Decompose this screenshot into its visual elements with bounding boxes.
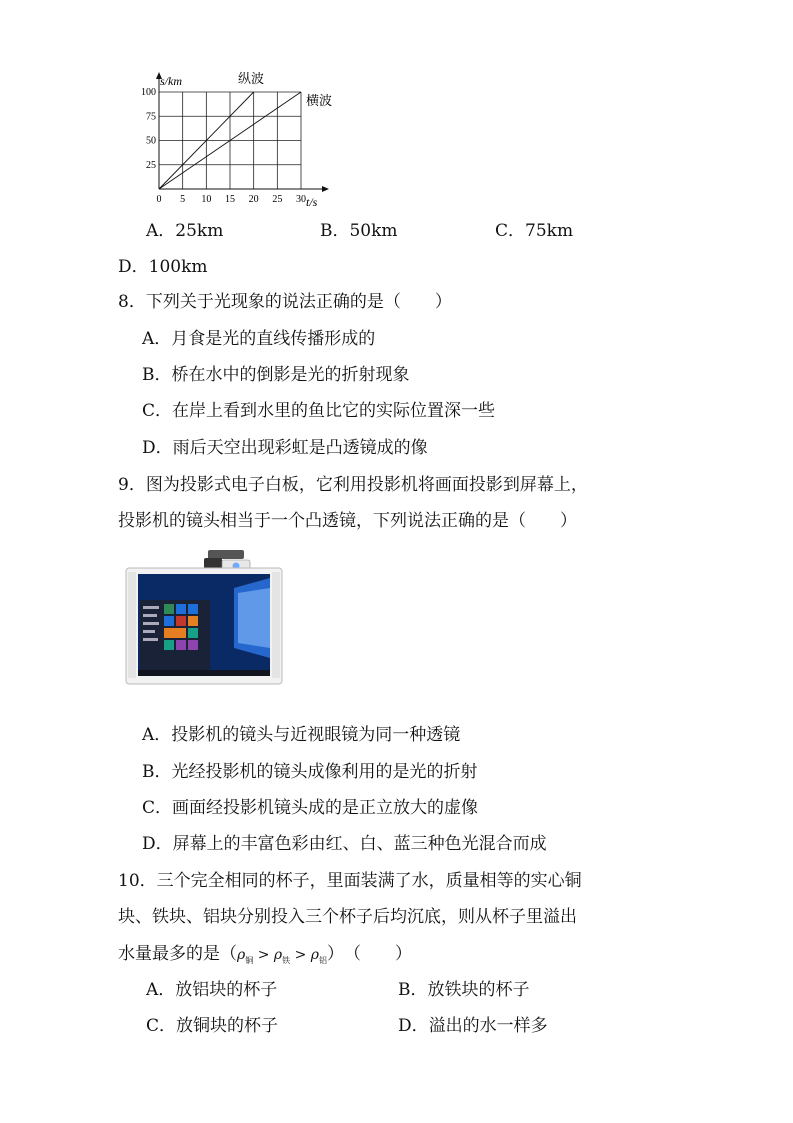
q7-option-d[interactable]: D．100km <box>118 257 208 277</box>
x-tick-label: 30 <box>296 194 306 205</box>
series-label-longitudinal: 纵波 <box>238 71 265 86</box>
x-tick-label: 0 <box>156 194 162 205</box>
density-relation: $\rho_铜 > \rho_铁 > \rho_铝$ <box>237 947 327 965</box>
q7-option-c[interactable]: C．75km <box>495 221 574 241</box>
y-tick-label: 75 <box>146 111 156 123</box>
q10-stem-line2: 块、铁块、铝块分别投入三个杯子后均沉底，则从杯子里溢出 <box>118 907 577 927</box>
q9-stem-line2: 投影机的镜头相当于一个凸透镜，下列说法正确的是（ ） <box>118 511 577 531</box>
q8-option-d[interactable]: D．雨后天空出现彩虹是凸透镜成的像 <box>142 438 428 458</box>
q9-option-c[interactable]: C．画面经投影机镜头成的是正立放大的虚像 <box>142 798 479 818</box>
x-axis-arrow <box>322 186 329 192</box>
q8-option-b[interactable]: B．桥在水中的倒影是光的折射现象 <box>142 365 410 385</box>
q8-option-c[interactable]: C．在岸上看到水里的鱼比它的实际位置深一些 <box>142 401 496 421</box>
q10-stem-suffix: ） （ ） <box>326 944 412 964</box>
q9-option-d[interactable]: D．屏幕上的丰富色彩由红、白、蓝三种色光混合而成 <box>142 834 547 854</box>
x-tick-label: 25 <box>272 194 283 205</box>
q10-stem-line1: 10．三个完全相同的杯子，里面装满了水，质量相等的实心铜 <box>118 871 582 891</box>
q10-option-c[interactable]: C．放铜块的杯子 <box>146 1016 279 1036</box>
q10-option-b[interactable]: B．放铁块的杯子 <box>398 980 530 1000</box>
q8-option-a[interactable]: A．月食是光的直线传播形成的 <box>142 329 376 349</box>
x-tick-label: 5 <box>180 194 186 205</box>
x-tick-label: 10 <box>201 194 212 205</box>
q9-stem-line1: 9．图为投影式电子白板，它利用投影机将画面投影到屏幕上， <box>118 475 588 495</box>
projector-whiteboard-image <box>124 548 284 688</box>
q10-stem-line3 <box>118 944 412 965</box>
y-tick-label: 100 <box>141 87 156 98</box>
q9-option-a[interactable]: A．投影机的镜头与近视眼镜为同一种透镜 <box>142 725 461 745</box>
q9-option-b[interactable]: B．光经投影机的镜头成像利用的是光的折射 <box>142 762 478 782</box>
x-tick-label: 20 <box>248 194 259 205</box>
q10-option-d[interactable]: D．溢出的水一样多 <box>398 1016 548 1036</box>
q7-option-a[interactable]: A．25km <box>146 221 224 241</box>
y-tick-label: 50 <box>146 135 156 147</box>
q10-option-a[interactable]: A．放铝块的杯子 <box>146 980 278 1000</box>
q7-option-b[interactable]: B．50km <box>320 221 398 241</box>
chart-ticks <box>141 87 306 205</box>
x-axis-label: t/s <box>306 195 318 209</box>
q8-stem: 8．下列关于光现象的说法正确的是（ ） <box>118 292 452 312</box>
y-axis-label: s/km <box>160 74 182 88</box>
x-tick-label: 15 <box>225 194 235 205</box>
distance-time-chart <box>138 62 338 212</box>
y-tick-label: 25 <box>146 159 156 171</box>
series-label-transverse: 横波 <box>306 93 333 108</box>
q10-stem-prefix: 水量最多的是（ <box>118 944 237 964</box>
